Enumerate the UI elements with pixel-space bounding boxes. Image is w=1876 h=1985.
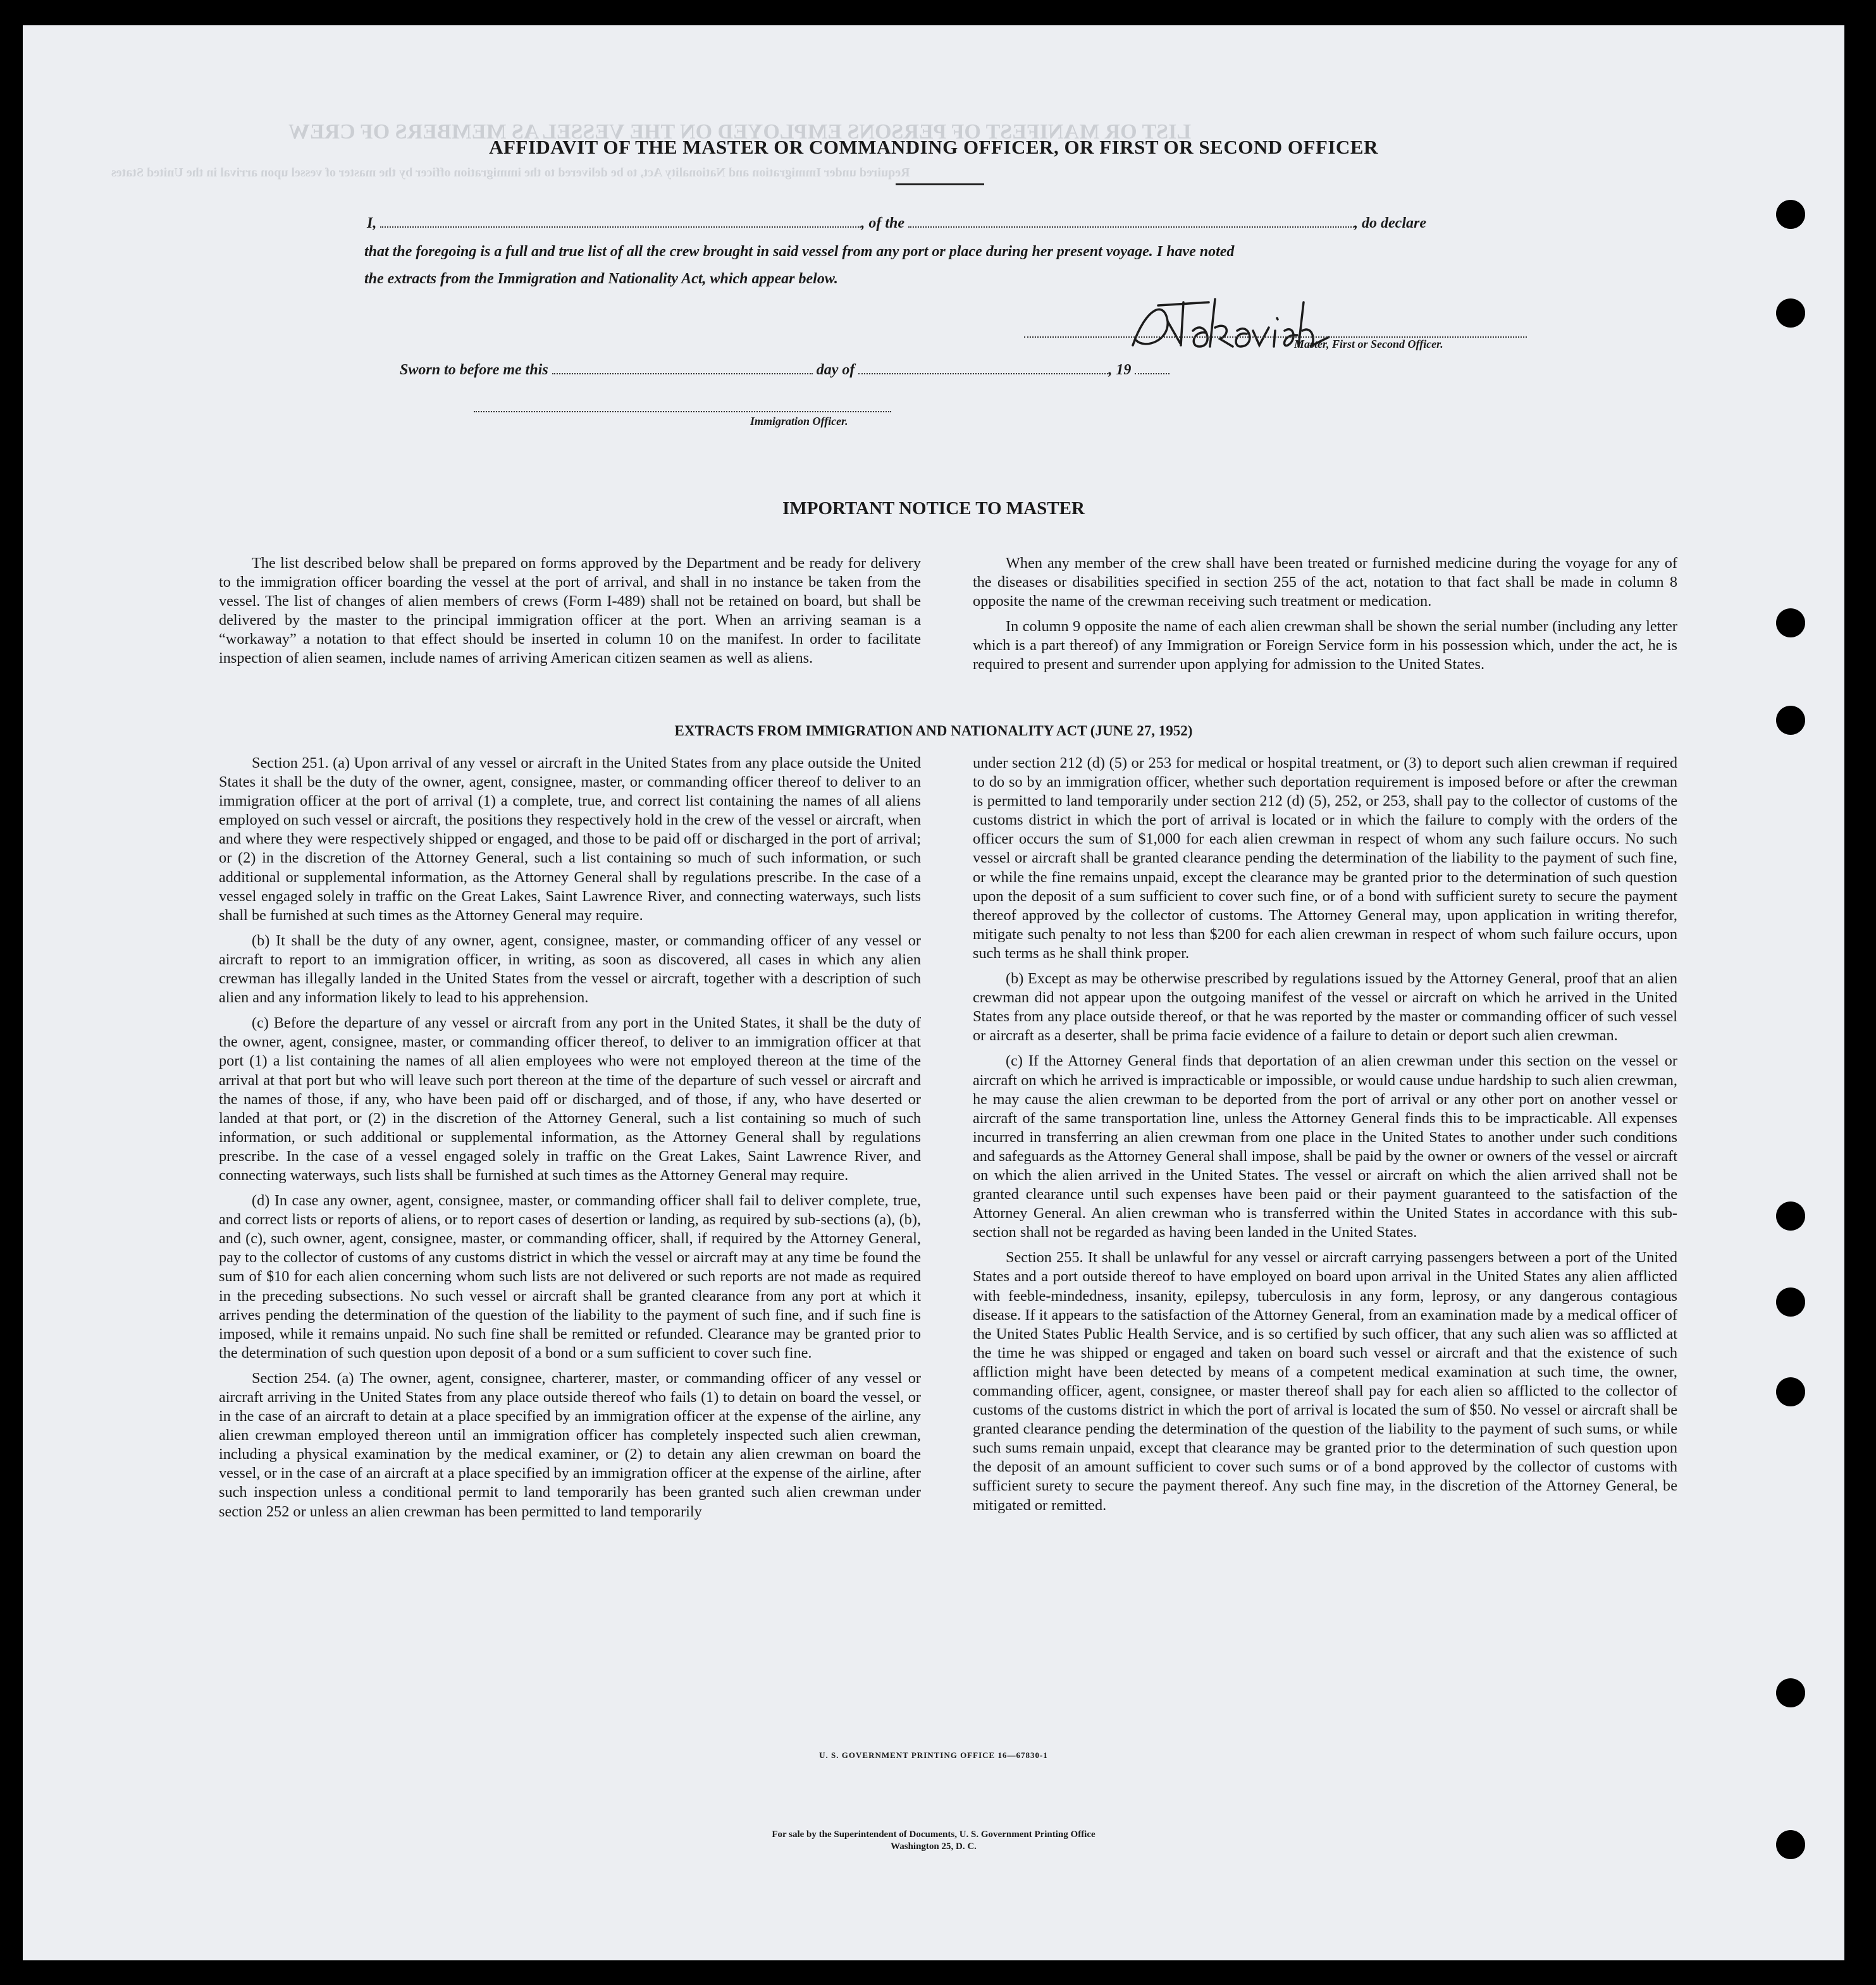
punch-hole (1776, 1287, 1805, 1317)
punch-hole (1776, 706, 1805, 735)
section-paragraph: Section 251. (a) Upon arrival of any vessel or aircraft in the United States from any place outside the United States it shall be the duty of the owner, agent, consignee, master, or commanding officer thereof to deliver to an immigration officer at the port of arrival (1) a complete, true, and correct list containing the names of all aliens employed on such vessel or aircraft, the positions they respectively hold in the crew of the vessel or aircraft, when and where they were respectively shipped or engaged, and those to be paid off or discharged in the port of arrival; or (2) in the discretion of the Attorney General, such a list containing so much of such information, or such additional or supplemental information, as the Attorney General shall by regulations prescribe. In the case of a vessel engaged solely in traffic on the Great Lakes, Saint Lawrence River, and connecting waterways, such lists shall be furnished at such times as the Attorney General may require. (219, 754, 921, 924)
notice-left-column (219, 554, 921, 668)
declaration-i: I, (367, 215, 377, 231)
punch-hole (1776, 1201, 1805, 1231)
section-paragraph: (b) It shall be the duty of any owner, agent, consignee, master, or commanding officer of any vessel or aircraft to report to an immigration officer, in writing, as soon as discovered, all cases in which any alien crewman has illegally landed in the United States from the vessel or aircraft, together with a description of such alien and any information likely to lead to his apprehension. (219, 931, 921, 1007)
extracts-right-column (973, 754, 1677, 1515)
title-rule (896, 183, 984, 185)
punch-hole (1776, 1377, 1805, 1406)
sworn-day-of: day of (816, 362, 855, 378)
master-signature (1120, 296, 1361, 366)
punch-hole (1776, 608, 1805, 637)
declaration-line-3: the extracts from the Immigration and Nationality Act, which appear below. (364, 271, 838, 287)
signature-line (1024, 336, 1527, 338)
sworn-date-blank[interactable] (552, 373, 813, 374)
sworn-line (400, 362, 1169, 379)
notice-paragraph: In column 9 opposite the name of each alien crewman shall be shown the serial number (including any letter which is a part thereof) of any Immigration or Foreign Service form in his possession which, under the act, he is required to present and surrender upon applying for admission to the United States. (973, 618, 1677, 673)
extracts-title: EXTRACTS FROM IMMIGRATION AND NATIONALITY ACT (JUNE 27, 1952) (674, 723, 1193, 739)
bleed-through-subheader: Required under Immigration and Nationality Act, to be delivered to the immigration officer by the master of vessel upon arrival in the United States (111, 166, 910, 180)
vessel-blank[interactable] (908, 226, 1354, 228)
name-blank[interactable] (380, 226, 861, 228)
declaration-do-declare: , do declare (1354, 215, 1426, 231)
declaration-line (367, 215, 1550, 232)
punch-hole (1776, 298, 1805, 328)
printing-office-line: U. S. GOVERNMENT PRINTING OFFICE 16—67830-1 (819, 1750, 1048, 1760)
notice-paragraph: When any member of the crew shall have been treated or furnished medicine during the voyage for any of the diseases or disabilities specified in section 255 of the act, notation to that fact shall be made in column 8 opposite the name of the crewman receiving such treatment or medication. (973, 555, 1677, 610)
sworn-year: , 19 (1108, 362, 1132, 378)
notice-paragraph: The list described below shall be prepared on forms approved by the Department and be ready for delivery to the immigration officer boarding the vessel at the port of arrival, and shall in no instance be taken from the vessel. The list of changes of alien members of crews (Form I-489) shall not be retained on board, but shall be delivered by the master to the principal immigration officer at the port. When an arriving seaman is a “workaway” a notation to that effect should be inserted in column 10 on the manifest. In order to facilitate inspection of alien seamen, include names of arriving American citizen seamen as well as aliens. (219, 555, 921, 667)
notice-title: IMPORTANT NOTICE TO MASTER (782, 498, 1085, 519)
sale-line-2: Washington 25, D. C. (891, 1841, 977, 1852)
sworn-prefix: Sworn to before me this (400, 362, 548, 378)
section-paragraph: (b) Except as may be otherwise prescribed by regulations issued by the Attorney General, proof that an alien crewman did not appear upon the outgoing manifest of the vessel or aircraft on which he arrived in the United States from any place outside thereof, or that he was reported by the master or commanding officer of such vessel or aircraft as a deserter, shall be prima facie evidence of a failure to detain or deport such alien crewman. (973, 970, 1677, 1045)
sale-notice (23, 1829, 1844, 1853)
punch-hole (1776, 200, 1805, 229)
section-paragraph: under section 212 (d) (5) or 253 for medical or hospital treatment, or (3) to deport such alien crewman if required to do so by an immigration officer, whether such deportation requirement is imposed before or after the crewman is permitted to land temporarily under section 212 (d) (5), 252, or 253, shall pay to the collector of customs of the customs district in which the port of arrival is located or in which the failure to comply with the orders of the officer occurs the sum of $1,000 for each alien crewman in respect of whom any such failure occurs. No such vessel or aircraft shall be granted clearance pending the determination of the liability to the payment of such fine, or while the fine remains unpaid, except the clearance may be granted prior to the determination of such question upon the deposit of a sum sufficient to cover such fine, or of a bond with sufficient surety to secure the payment thereof approved by the collector of customs. The Attorney General may, upon application in writing therefor, mitigate such penalty to not less than $200 for each alien crewman in respect of whom such failure occurs, upon such terms as he shall think proper. (973, 754, 1677, 962)
officer-caption: Immigration Officer. (750, 415, 848, 427)
extracts-left-column (219, 754, 921, 1521)
signature-caption: Master, First or Second Officer. (1294, 338, 1443, 350)
section-paragraph: Section 255. It shall be unlawful for any vessel or aircraft carrying passengers between a port of the United States and a port outside thereof to have employed on board upon arrival in the United States any alien afflicted with feeble-mindedness, insanity, epilepsy, tuberculosis in any form, leprosy, or any dangerous contagious disease. If it appears to the satisfaction of the Attorney General, from an examination made by a medical officer of the United States Public Health Service, and is so certified by such officer, that any such alien was so afflicted at the time he was shipped or engaged and taken on board such vessel or aircraft and that the existence of such affliction might have been detected by means of a competent medical examination at such time, the owner, commanding officer, agent, consignee, or master thereof shall pay for each alien so afflicted to the collector of customs of the customs district in which the port of arrival is located the sum of $50. No vessel or aircraft shall be granted clearance pending the determination of the question of the liability to the payment of such sums, or while such sums remain unpaid, except that clearance may be granted prior to the determination of such question upon the deposit of an amount sufficient to cover such sums or of a bond approved by the collector of customs with sufficient surety to secure the payment thereof. Any such fine may, in the discretion of the Attorney General, be mitigated or remitted. (973, 1249, 1677, 1514)
bleed-through-header: LIST OR MANIFEST OF PERSONS EMPLOYED ON THE VESSEL AS MEMBERS OF CREW (288, 120, 1192, 144)
declaration-line-2: that the foregoing is a full and true list of all the crew brought in said vessel from any port or place during her present voyage. I have noted (364, 243, 1235, 260)
punch-hole (1776, 1678, 1805, 1707)
signature-block (1120, 296, 1361, 369)
sworn-month-blank[interactable] (858, 373, 1108, 374)
notice-right-column (973, 554, 1677, 675)
section-paragraph: (d) In case any owner, agent, consignee, master, or commanding officer shall fail to deliver complete, true, and correct lists or reports of aliens, or to report cases of desertion or landing, as required by sub-sections (a), (b), and (c), such owner, agent, consignee, master, or commanding officer, shall, if required by the Attorney General, pay to the collector of customs of any customs district in which the vessel or aircraft may at any time be found the sum of $10 for each alien concerning whom such lists are not delivered or such reports are not made as required in the preceding subsections. No such vessel or aircraft shall be granted clearance from any port at which it arrives pending the determination of the question of the liability to the payment of such fine, and if such fine is imposed, while it remains unpaid. No such fine shall be remitted or refunded. Clearance may be granted prior to the determination of such question upon deposit of a bond or a sum sufficient to cover such fine. (219, 1192, 921, 1361)
section-paragraph: (c) Before the departure of any vessel or aircraft from any port in the United States, it shall be the duty of the owner, agent, consignee, master, or commanding officer thereof, to deliver to an immigration officer at that port (1) a list containing the names of all alien employees who were not employed thereon at the time of the arrival at that port but who will leave such port thereon at the time of the departure of such vessel or aircraft and the names of those, if any, who have been paid off or discharged, and of those, if any, who have deserted or landed at that port, or (2) in the discretion of the Attorney General, such a list containing so much of such information, or such additional or supplemental information, as the Attorney General shall by regulations prescribe. In the case of a vessel engaged solely in traffic on the Great Lakes, Saint Lawrence River, and connecting waterways, such lists shall be furnished at such times as the Attorney General may require. (219, 1014, 921, 1184)
sale-line-1: For sale by the Superintendent of Documents, U. S. Government Printing Office (772, 1829, 1095, 1840)
sworn-year-blank[interactable] (1135, 373, 1169, 374)
affidavit-title: AFFIDAVIT OF THE MASTER OR COMMANDING OFFICER, OR FIRST OR SECOND OFFICER (489, 136, 1378, 158)
section-paragraph: Section 254. (a) The owner, agent, consignee, charterer, master, or commanding officer of any vessel or aircraft arriving in the United States from any place outside thereof who fails (1) to detain on board the vessel, or in the case of an aircraft to detain at a place specified by an immigration officer at the expense of the airline, any alien crewman employed thereon until an immigration officer has completely inspected such alien crewman, including a physical examination by the medical examiner, or (2) to detain any alien crewman on board the vessel, or in the case of an aircraft at a place specified by an immigration officer at the expense of the airline, after such inspection unless a conditional permit to land temporarily has been granted such alien crewman under section 252 or unless an alien crewman has been permitted to land temporarily (219, 1369, 921, 1520)
document-page (23, 25, 1844, 1960)
section-paragraph: (c) If the Attorney General finds that deportation of an alien crewman under this section on the vessel or aircraft on which he arrived is impracticable or impossible, or would cause undue hardship to such alien crewman, he may cause the alien crewman to be deported from the port of arrival or any other port on another vessel or aircraft of the same transportation line, unless the Attorney General finds this to be impracticable. All expenses incurred in transferring an alien crewman from one place in the United States to another under such conditions and safeguards as the Attorney General shall impose, shall be paid by the owner or owners of the vessel or aircraft on which the alien arrived in the United States. The vessel or aircraft on which the alien arrived shall not be granted clearance until such expenses have been paid or their payment guaranteed to the satisfaction of the Attorney General. An alien crewman who is transferred within the United States in accordance with this sub-section shall not be regarded as having been landed in the United States. (973, 1052, 1677, 1241)
officer-signature-line (474, 411, 891, 412)
declaration-of-the: , of the (861, 215, 905, 231)
punch-hole (1776, 1830, 1805, 1859)
